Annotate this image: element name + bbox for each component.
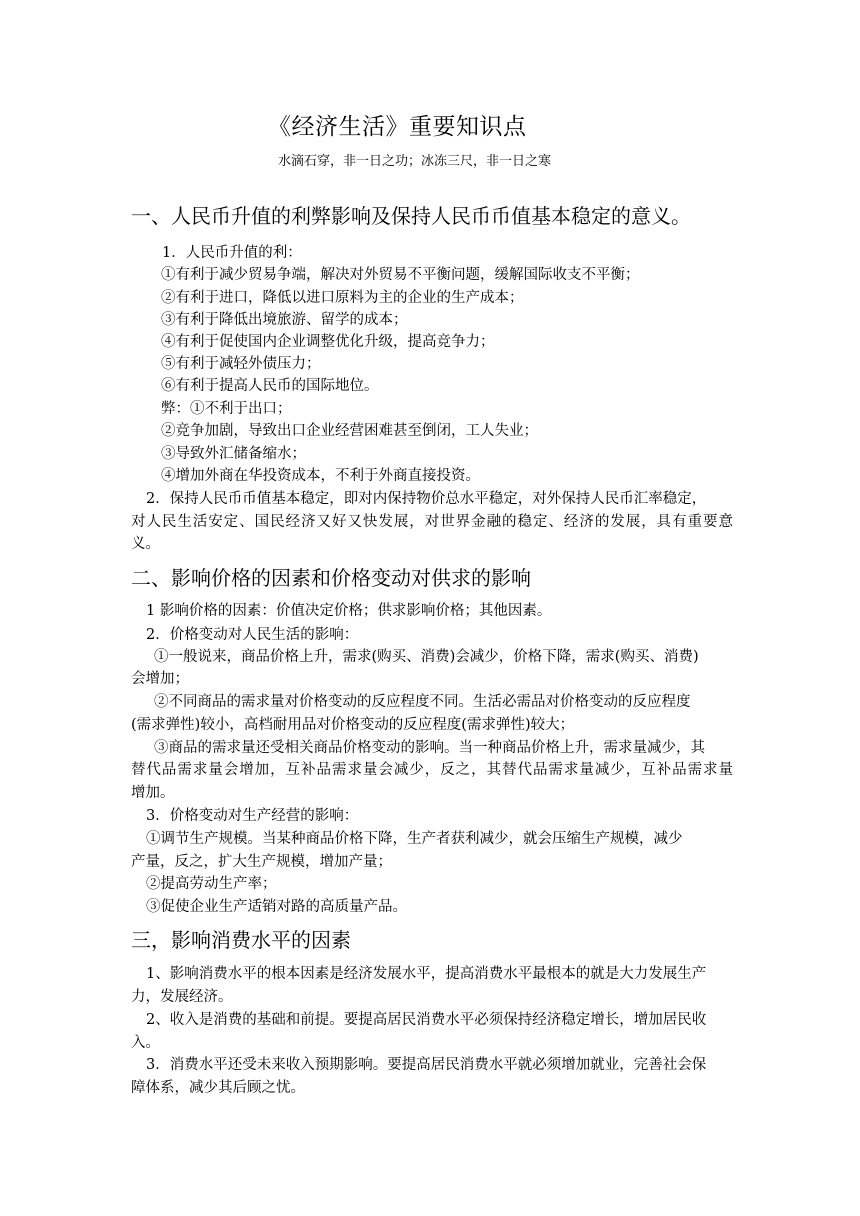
paragraph-line: ③商品的需求量还受相关商品价格变动的影响。当一种商品价格上升，需求量减少，其 bbox=[154, 740, 705, 756]
paragraph-line: 会增加； bbox=[131, 671, 189, 687]
paragraph-line: ⑥有利于提高人民币的国际地位。 bbox=[161, 378, 379, 394]
paragraph-line: 2．价格变动对人民生活的影响： bbox=[146, 627, 359, 643]
section-heading-3: 三，影响消费水平的因素 bbox=[131, 928, 351, 952]
paragraph-line: 产量，反之，扩大生产规模，增加产量； bbox=[131, 854, 392, 870]
paragraph-line: 2．保持人民币币值基本稳定，即对内保持物价总水平稳定，对外保持人民币汇率稳定， bbox=[146, 491, 707, 507]
paragraph-line: ①一般说来，商品价格上升，需求(购买、消费)会减少，价格下降，需求(购买、消费) bbox=[154, 649, 699, 665]
paragraph-line: ②竞争加剧，导致出口企业经营困难甚至倒闭，工人失业； bbox=[161, 423, 538, 439]
paragraph-line: 1、影响消费水平的根本因素是经济发展水平，提高消费水平最根本的就是大力发展生产 bbox=[146, 966, 707, 982]
paragraph-line: 力，发展经济。 bbox=[131, 989, 233, 1005]
paragraph-line: (需求弹性)较小，高档耐用品对价格变动的反应程度(需求弹性)较大； bbox=[131, 717, 575, 733]
paragraph-line: 1 影响价格的因素：价值决定价格；供求影响价格；其他因素。 bbox=[146, 603, 552, 619]
paragraph-line: 义。 bbox=[131, 536, 160, 552]
paragraph-line: ①有利于减少贸易争端，解决对外贸易不平衡问题，缓解国际收支不平衡； bbox=[161, 267, 640, 283]
paragraph-line: ④有利于促使国内企业调整优化升级，提高竞争力； bbox=[161, 334, 495, 350]
document-motto: 水滴石穿，非一日之功；冰冻三尺，非一日之寒 bbox=[278, 154, 552, 169]
paragraph-line: ③促使企业生产适销对路的高质量产品。 bbox=[146, 899, 407, 915]
paragraph-line: ⑤有利于减轻外债压力； bbox=[161, 356, 321, 372]
paragraph-line: ③有利于降低出境旅游、留学的成本； bbox=[161, 312, 408, 328]
paragraph-line: 弊：①不利于出口； bbox=[161, 401, 292, 417]
paragraph-line: ③导致外汇储备缩水； bbox=[161, 446, 306, 462]
paragraph-line: ①调节生产规模。当某种商品价格下降，生产者获利减少，就会压缩生产规模，减少 bbox=[146, 831, 683, 847]
document-title: 《经济生活》重要知识点 bbox=[268, 114, 527, 140]
paragraph-line: ②提高劳动生产率； bbox=[146, 876, 277, 892]
paragraph-line: ②有利于进口，降低以进口原料为主的企业的生产成本； bbox=[161, 290, 524, 306]
paragraph-line: ④增加外商在华投资成本，不利于外商直接投资。 bbox=[161, 468, 480, 484]
paragraph-line: 对人民生活安定、国民经济又好又快发展，对世界金融的稳定、经济的发展，具有重要意 bbox=[131, 514, 733, 530]
paragraph-line: 1．人民币升值的利： bbox=[162, 245, 302, 261]
paragraph-line: 替代品需求量会增加，互补品需求量会减少，反之，其替代品需求量减少，互补品需求量 bbox=[131, 762, 733, 778]
paragraph-line: 3．价格变动对生产经营的影响： bbox=[146, 808, 359, 824]
paragraph-line: 3．消费水平还受未来收入预期影响。要提高居民消费水平就必须增加就业，完善社会保 bbox=[146, 1057, 707, 1073]
paragraph-line: 障体系，减少其后顾之忧。 bbox=[131, 1080, 305, 1096]
paragraph-line: 2、收入是消费的基础和前提。要提高居民消费水平必须保持经济稳定增长，增加居民收 bbox=[146, 1012, 707, 1028]
paragraph-line: 入。 bbox=[131, 1035, 160, 1051]
section-heading-1: 一、人民币升值的利弊影响及保持人民币币值基本稳定的意义。 bbox=[131, 204, 691, 228]
paragraph-line: 增加。 bbox=[131, 785, 175, 801]
section-heading-2: 二、影响价格的因素和价格变动对供求的影响 bbox=[131, 566, 531, 590]
paragraph-line: ②不同商品的需求量对价格变动的反应程度不同。生活必需品对价格变动的反应程度 bbox=[154, 694, 691, 710]
